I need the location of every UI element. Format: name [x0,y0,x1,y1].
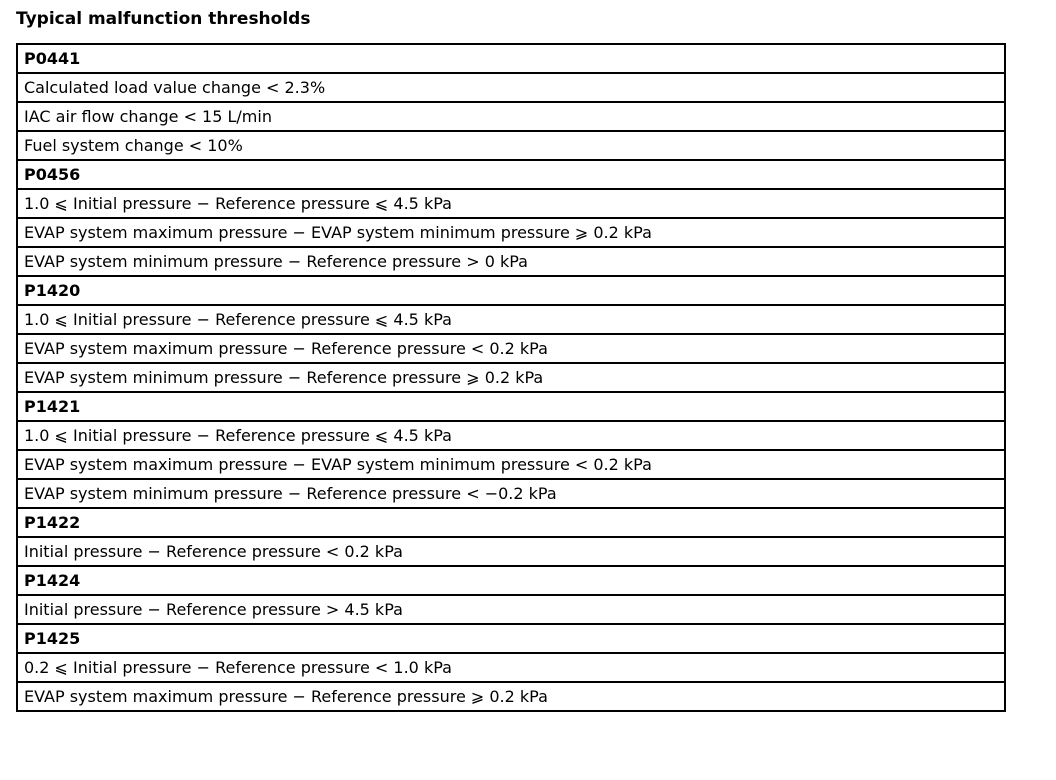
code-cell-p1422: P1422 [17,508,1005,537]
code-cell-p1425: P1425 [17,624,1005,653]
table-row [17,450,1005,479]
threshold-cell: Calculated load value change < 2.3% [17,73,1005,102]
code-cell-p0441: P0441 [17,44,1005,73]
table-row [17,363,1005,392]
threshold-cell: EVAP system minimum pressure − Reference pressure > 0 kPa [17,247,1005,276]
table-row [17,305,1005,334]
table-row [17,537,1005,566]
table-row [17,218,1005,247]
table-row [17,421,1005,450]
thresholds-table-body [17,44,1005,711]
table-row [17,682,1005,711]
table-row-code [17,44,1005,73]
code-cell-p1424: P1424 [17,566,1005,595]
threshold-cell: EVAP system maximum pressure − EVAP system minimum pressure ⩾ 0.2 kPa [17,218,1005,247]
threshold-cell: 0.2 ⩽ Initial pressure − Reference pressure < 1.0 kPa [17,653,1005,682]
threshold-cell: EVAP system maximum pressure − Reference pressure ⩾ 0.2 kPa [17,682,1005,711]
table-row [17,102,1005,131]
table-row-code [17,276,1005,305]
threshold-cell: 1.0 ⩽ Initial pressure − Reference pressure ⩽ 4.5 kPa [17,189,1005,218]
table-row-code [17,566,1005,595]
table-row [17,334,1005,363]
threshold-cell: Initial pressure − Reference pressure < 0.2 kPa [17,537,1005,566]
table-row [17,189,1005,218]
code-cell-p1420: P1420 [17,276,1005,305]
threshold-cell: EVAP system minimum pressure − Reference pressure ⩾ 0.2 kPa [17,363,1005,392]
code-cell-p1421: P1421 [17,392,1005,421]
table-row [17,595,1005,624]
threshold-cell: 1.0 ⩽ Initial pressure − Reference pressure ⩽ 4.5 kPa [17,421,1005,450]
threshold-cell: Fuel system change < 10% [17,131,1005,160]
table-row [17,653,1005,682]
table-row-code [17,508,1005,537]
threshold-cell: EVAP system maximum pressure − Reference pressure < 0.2 kPa [17,334,1005,363]
thresholds-table [16,43,1006,712]
threshold-cell: EVAP system minimum pressure − Reference pressure < −0.2 kPa [17,479,1005,508]
page-title: Typical malfunction thresholds [16,9,311,29]
table-row-code [17,160,1005,189]
threshold-cell: IAC air flow change < 15 L/min [17,102,1005,131]
table-row [17,73,1005,102]
threshold-cell: EVAP system maximum pressure − EVAP system minimum pressure < 0.2 kPa [17,450,1005,479]
code-cell-p0456: P0456 [17,160,1005,189]
table-row-code [17,624,1005,653]
table-row [17,247,1005,276]
table-row-code [17,392,1005,421]
table-row [17,479,1005,508]
table-row [17,131,1005,160]
threshold-cell: 1.0 ⩽ Initial pressure − Reference pressure ⩽ 4.5 kPa [17,305,1005,334]
threshold-cell: Initial pressure − Reference pressure > 4.5 kPa [17,595,1005,624]
